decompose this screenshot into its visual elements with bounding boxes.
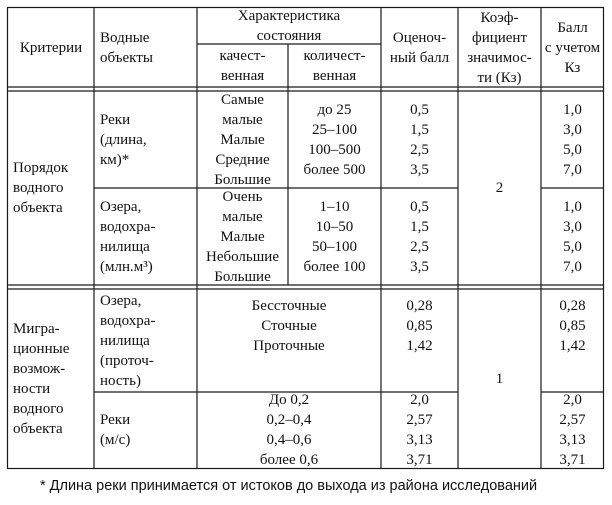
table-footnote: * Длина реки принимается от истоков до выхода из района исследований <box>40 478 538 494</box>
group1-coefficient: 2 <box>495 180 504 196</box>
group1-lakes-quantitative: 1–10 10–50 50–100 более 100 <box>303 198 366 275</box>
header-qualitative: качест- венная <box>219 47 266 84</box>
group2-lakes-score: 0,28 0,85 1,42 <box>406 298 433 354</box>
header-characteristic: Характеристика состояния <box>237 8 341 44</box>
group1-lakes-qualitative: Очень малые Малые Небольшие Большие <box>206 188 279 285</box>
group2-lakes-object: Озера, водохра- нилища (проточ- ность) <box>100 292 156 389</box>
group1-rivers-qualitative: Самые малые Малые Средние Большие <box>214 91 271 188</box>
group1-criterion: Порядок водного объекта <box>13 160 69 216</box>
group1-lakes-score: 0,5 1,5 2,5 3,5 <box>410 198 429 275</box>
group2-rivers-object: Реки (м/с) <box>100 412 131 448</box>
group2-rivers-score: 2,0 2,57 3,13 3,71 <box>406 392 433 468</box>
group2-criterion: Мигра- ционные возмож- ности водного объекта <box>13 320 70 437</box>
group1-rivers-weighted: 1,0 3,0 5,0 7,0 <box>563 101 582 178</box>
group2-lakes-weighted: 0,28 0,85 1,42 <box>559 298 586 354</box>
group2-rivers-weighted: 2,0 2,57 3,13 3,71 <box>559 392 586 468</box>
header-weighted-score: Балл с учетом Кз <box>544 19 601 76</box>
group2-coefficient: 1 <box>495 370 504 387</box>
header-coefficient: Коэф- фициент значимос- ти (Кз) <box>467 9 532 86</box>
header-score: Оценоч- ный балл <box>389 29 450 66</box>
header-quantitative: количест- венная <box>303 47 366 84</box>
group1-rivers-quantitative: до 25 25–100 100–500 более 500 <box>303 101 366 178</box>
group2-rivers-state: До 0,2 0,2–0,4 0,4–0,6 более 0,6 <box>259 392 319 468</box>
group1-rivers-score: 0,5 1,5 2,5 3,5 <box>410 101 429 178</box>
group1-lakes-object: Озера, водохра- нилища (млн.м³) <box>100 198 156 275</box>
header-criteria: Критерии <box>19 39 83 56</box>
group2-lakes-state: Бессточные Сточные Проточные <box>251 298 327 354</box>
group1-lakes-weighted: 1,0 3,0 5,0 7,0 <box>563 198 582 275</box>
group1-rivers-object: Реки (длина, км)* <box>100 111 147 168</box>
header-water-objects: Водные объекты <box>100 29 153 66</box>
